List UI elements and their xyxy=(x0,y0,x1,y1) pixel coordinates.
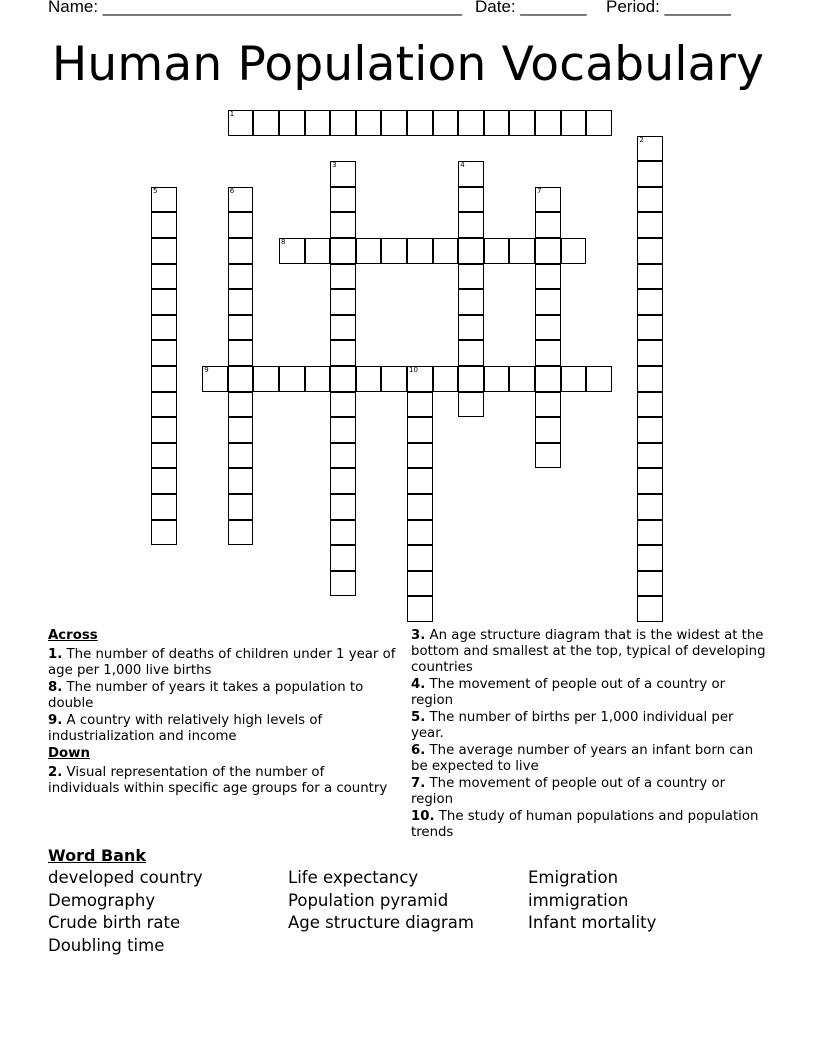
clue-number: 1. xyxy=(48,647,63,662)
crossword-cell[interactable] xyxy=(637,366,663,392)
word-bank-item: Age structure diagram xyxy=(288,913,474,933)
crossword-cell[interactable] xyxy=(330,110,356,136)
crossword-cell[interactable] xyxy=(151,520,177,546)
word-bank-item: developed country xyxy=(48,868,203,887)
crossword-cell[interactable] xyxy=(535,212,561,238)
crossword-cell[interactable] xyxy=(433,238,459,264)
crossword-cell[interactable] xyxy=(637,187,663,213)
word-bank-item: immigration xyxy=(528,890,629,910)
down-heading: Down xyxy=(48,746,90,761)
crossword-cell[interactable] xyxy=(151,366,177,392)
crossword-cell[interactable] xyxy=(509,238,535,264)
clue-number-label: 4 xyxy=(460,161,465,170)
crossword-cell[interactable] xyxy=(535,417,561,443)
crossword-cell[interactable] xyxy=(637,264,663,290)
crossword-cell[interactable] xyxy=(407,596,433,622)
crossword-cell[interactable] xyxy=(586,110,612,136)
crossword-cell[interactable] xyxy=(637,596,663,622)
page-title: Human Population Vocabulary xyxy=(51,37,765,92)
clue-number: 6. xyxy=(411,743,426,758)
crossword-cell[interactable] xyxy=(381,110,407,136)
crossword-cell[interactable] xyxy=(305,110,331,136)
word-bank-title: Word Bank xyxy=(48,846,147,865)
crossword-cell[interactable] xyxy=(151,392,177,418)
crossword-cell[interactable] xyxy=(484,238,510,264)
word-bank-item: Crude birth rate xyxy=(48,913,181,933)
clue-number: 9. xyxy=(48,713,63,728)
crossword-cell[interactable] xyxy=(637,443,663,469)
crossword-cell[interactable] xyxy=(330,161,356,187)
crossword-cell[interactable] xyxy=(151,289,177,315)
crossword-cell[interactable] xyxy=(305,366,331,392)
crossword-cell[interactable] xyxy=(356,238,382,264)
crossword-cell[interactable] xyxy=(535,289,561,315)
clue-number-label: 3 xyxy=(332,161,337,170)
crossword-cell[interactable] xyxy=(637,468,663,494)
crossword-cell[interactable] xyxy=(228,520,254,546)
clue-down-3 xyxy=(411,628,769,676)
clue-number: 10. xyxy=(411,809,435,824)
crossword-cell[interactable] xyxy=(330,468,356,494)
crossword-cell[interactable] xyxy=(458,366,484,392)
crossword-cell[interactable] xyxy=(407,110,433,136)
header xyxy=(48,0,788,21)
clue-number: 8. xyxy=(48,680,63,695)
clue-down-2 xyxy=(48,765,398,797)
crossword-cell[interactable] xyxy=(228,110,254,136)
clue-across-1 xyxy=(48,647,398,679)
crossword-cell[interactable] xyxy=(637,417,663,443)
crossword-cell[interactable] xyxy=(407,545,433,571)
word-bank-list xyxy=(48,867,788,957)
clue-down-10 xyxy=(411,809,769,841)
clue-number: 2. xyxy=(48,765,63,780)
crossword-cell[interactable] xyxy=(484,366,510,392)
clue-down-5 xyxy=(411,710,769,742)
crossword-cell[interactable] xyxy=(279,238,305,264)
crossword-cell[interactable] xyxy=(637,340,663,366)
crossword-cell[interactable] xyxy=(253,366,279,392)
clue-number-label: 8 xyxy=(281,238,286,246)
crossword-cell[interactable] xyxy=(561,366,587,392)
clue-number-label: 2 xyxy=(639,135,644,144)
clue-text: Visual representation of the number of individuals within specific age groups for a country xyxy=(48,765,388,796)
clue-text: The study of human populations and population trends xyxy=(411,809,759,840)
crossword-cell[interactable] xyxy=(330,366,356,392)
clue-text: A country with relatively high levels of industrialization and income xyxy=(48,713,323,744)
crossword-cell[interactable] xyxy=(330,443,356,469)
crossword-cell[interactable] xyxy=(458,161,484,187)
crossword-cell[interactable] xyxy=(202,366,228,392)
crossword-cell[interactable] xyxy=(151,340,177,366)
name-field[interactable]: Name: ______________________________________ xyxy=(48,0,463,16)
crossword-cell[interactable] xyxy=(458,212,484,238)
crossword-cell[interactable] xyxy=(228,315,254,341)
clue-text: The movement of people out of a country or region xyxy=(411,776,726,807)
crossword-cell[interactable] xyxy=(151,443,177,469)
crossword-cell[interactable] xyxy=(535,392,561,418)
clues-right-column xyxy=(411,628,769,842)
crossword-cell[interactable] xyxy=(458,392,484,418)
crossword-cell[interactable] xyxy=(407,520,433,546)
crossword-cell[interactable] xyxy=(458,340,484,366)
clue-text: The number of births per 1,000 individual per year. xyxy=(411,710,734,741)
clue-number: 3. xyxy=(411,628,426,643)
crossword-cell[interactable] xyxy=(151,238,177,264)
crossword-cell[interactable] xyxy=(330,494,356,520)
crossword-cell[interactable] xyxy=(586,366,612,392)
crossword-cell[interactable] xyxy=(356,366,382,392)
crossword-cell[interactable] xyxy=(433,366,459,392)
word-bank-item: Life expectancy xyxy=(288,868,419,887)
crossword-cell[interactable] xyxy=(356,110,382,136)
crossword-cell[interactable] xyxy=(407,571,433,597)
crossword-cell[interactable] xyxy=(151,468,177,494)
clue-down-6 xyxy=(411,743,769,775)
crossword-cell[interactable] xyxy=(330,187,356,213)
crossword-cell[interactable] xyxy=(535,187,561,213)
crossword-cell[interactable] xyxy=(407,392,433,418)
clue-number-label: 9 xyxy=(204,366,209,374)
crossword-cell[interactable] xyxy=(407,443,433,469)
crossword-cell[interactable] xyxy=(637,238,663,264)
crossword-cell[interactable] xyxy=(535,443,561,469)
crossword-cell[interactable] xyxy=(151,417,177,443)
clue-text: The number of deaths of children under 1 year of age per 1,000 live births xyxy=(48,647,396,678)
word-bank-item: Demography xyxy=(48,890,156,910)
crossword-cell[interactable] xyxy=(228,340,254,366)
clue-across-9 xyxy=(48,713,398,745)
crossword-cell[interactable] xyxy=(458,289,484,315)
crossword-cell[interactable] xyxy=(561,110,587,136)
crossword-cell[interactable] xyxy=(535,264,561,290)
crossword-cell[interactable] xyxy=(330,289,356,315)
crossword-cell[interactable] xyxy=(509,110,535,136)
crossword-cell[interactable] xyxy=(561,238,587,264)
crossword-cell[interactable] xyxy=(228,238,254,264)
crossword-cell[interactable] xyxy=(637,392,663,418)
clue-number-label: 6 xyxy=(229,186,235,195)
clue-down-7 xyxy=(411,776,769,808)
crossword-cell[interactable] xyxy=(330,545,356,571)
across-heading: Across xyxy=(48,628,98,643)
crossword-cell[interactable] xyxy=(330,212,356,238)
word-bank-item: Doubling time xyxy=(48,935,165,955)
crossword-cell[interactable] xyxy=(330,417,356,443)
crossword-cell[interactable] xyxy=(228,468,254,494)
clues-left-column xyxy=(48,628,398,798)
crossword-cell[interactable] xyxy=(228,494,254,520)
word-bank-item: Infant mortality xyxy=(528,913,657,933)
word-bank-item: Emigration xyxy=(528,868,619,887)
crossword-cell[interactable] xyxy=(458,110,484,136)
crossword-cell[interactable] xyxy=(458,315,484,341)
crossword-cell[interactable] xyxy=(330,571,356,597)
crossword-cell[interactable] xyxy=(637,212,663,238)
crossword-cell[interactable] xyxy=(151,212,177,238)
crossword-cell[interactable] xyxy=(509,366,535,392)
crossword-cell[interactable] xyxy=(330,238,356,264)
crossword-cell[interactable] xyxy=(151,494,177,520)
crossword-cell[interactable] xyxy=(228,264,254,290)
crossword-cell[interactable] xyxy=(535,366,561,392)
clue-text: The movement of people out of a country or region xyxy=(411,677,726,708)
clue-number: 4. xyxy=(411,677,426,692)
crossword-cell[interactable] xyxy=(407,468,433,494)
crossword-cell[interactable] xyxy=(330,264,356,290)
crossword-cell[interactable] xyxy=(535,110,561,136)
crossword-cell[interactable] xyxy=(330,315,356,341)
clue-across-8 xyxy=(48,680,398,712)
clue-number-label: 1 xyxy=(229,110,235,118)
crossword-cell[interactable] xyxy=(637,494,663,520)
crossword-cell[interactable] xyxy=(253,110,279,136)
clue-text: An age structure diagram that is the widest at the bottom and smallest at the top, typical of developing countries xyxy=(411,628,766,675)
crossword-cell[interactable] xyxy=(407,417,433,443)
crossword-cell[interactable] xyxy=(407,366,433,392)
crossword-cell[interactable] xyxy=(228,212,254,238)
crossword-cell[interactable] xyxy=(330,392,356,418)
word-bank xyxy=(48,845,788,957)
crossword-cell[interactable] xyxy=(637,315,663,341)
crossword-cell[interactable] xyxy=(305,238,331,264)
crossword-cell[interactable] xyxy=(637,545,663,571)
crossword-cell[interactable] xyxy=(228,187,254,213)
crossword-cell[interactable] xyxy=(637,571,663,597)
crossword-cell[interactable] xyxy=(535,238,561,264)
crossword-cell[interactable] xyxy=(484,110,510,136)
clue-number-label: 10 xyxy=(409,366,418,374)
crossword-cell[interactable] xyxy=(535,340,561,366)
crossword-cell[interactable] xyxy=(637,289,663,315)
clue-text: The number of years it takes a population to double xyxy=(48,680,364,711)
clue-number: 5. xyxy=(411,710,426,725)
crossword-cell[interactable] xyxy=(407,238,433,264)
crossword-cell[interactable] xyxy=(228,289,254,315)
crossword-cell[interactable] xyxy=(381,238,407,264)
crossword-cell[interactable] xyxy=(637,136,663,162)
crossword-cell[interactable] xyxy=(151,264,177,290)
crossword-cell[interactable] xyxy=(381,366,407,392)
crossword-cell[interactable] xyxy=(279,110,305,136)
clue-number-label: 7 xyxy=(537,186,542,195)
crossword-cell[interactable] xyxy=(407,494,433,520)
crossword-cell[interactable] xyxy=(279,366,305,392)
crossword-cell[interactable] xyxy=(535,315,561,341)
crossword-cell[interactable] xyxy=(637,161,663,187)
clue-number-label: 5 xyxy=(153,186,158,195)
clue-number: 7. xyxy=(411,776,426,791)
crossword-cell[interactable] xyxy=(228,443,254,469)
crossword-cell[interactable] xyxy=(458,238,484,264)
clue-down-4 xyxy=(411,677,769,709)
crossword-cell[interactable] xyxy=(228,417,254,443)
crossword-cell[interactable] xyxy=(330,340,356,366)
period-field[interactable]: Period: _______ xyxy=(606,0,731,16)
clue-text: The average number of years an infant born can be expected to live xyxy=(411,743,754,774)
crossword-cell[interactable] xyxy=(458,264,484,290)
crossword-cell[interactable] xyxy=(330,520,356,546)
word-bank-item: Population pyramid xyxy=(288,890,449,910)
crossword-cell[interactable] xyxy=(458,187,484,213)
date-field[interactable]: Date: _______ xyxy=(475,0,587,16)
crossword-cell[interactable] xyxy=(637,520,663,546)
crossword-cell[interactable] xyxy=(151,315,177,341)
crossword-cell[interactable] xyxy=(151,187,177,213)
crossword-cell[interactable] xyxy=(228,366,254,392)
crossword-cell[interactable] xyxy=(228,392,254,418)
crossword-cell[interactable] xyxy=(433,110,459,136)
